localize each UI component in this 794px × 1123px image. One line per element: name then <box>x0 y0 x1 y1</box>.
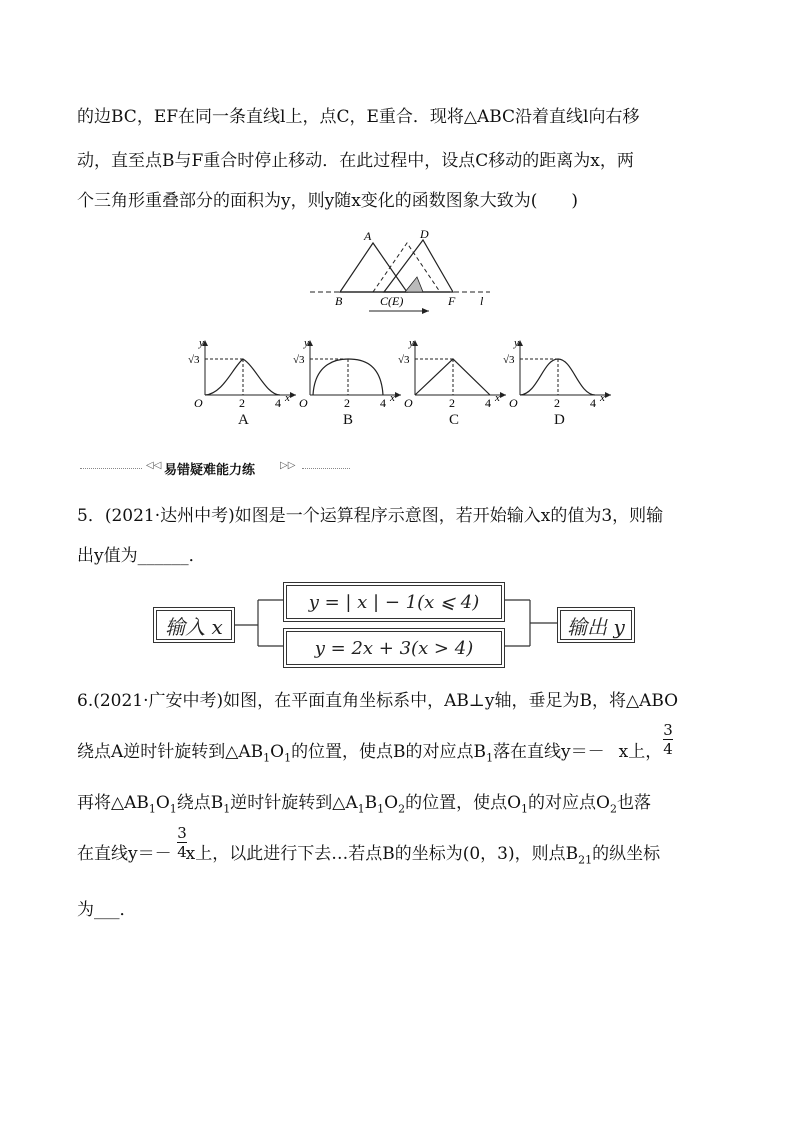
tick-4: 4 <box>590 396 596 409</box>
problem4-line3: 个三角形重叠部分的面积为y，则y随x变化的函数图象大致为( ) <box>77 191 579 211</box>
branch-bottom-box <box>283 628 505 668</box>
axis-y-label: y <box>199 337 204 349</box>
section-rule-left <box>80 468 142 469</box>
triangle-moving-dashed <box>373 243 440 292</box>
branch-top-box <box>283 582 505 622</box>
tick-2: 2 <box>344 396 350 409</box>
axis-x-label: x <box>600 392 605 404</box>
fraction-3-4-b: 3 4 <box>177 824 187 861</box>
axis-x-label: x <box>495 392 500 404</box>
origin-label: O <box>404 396 413 409</box>
problem5-line1: 5．(2021·达州中考)如图是一个运算程序示意图，若开始输入x的值为3，则输 <box>77 506 664 526</box>
arrow-left-icon: ◁◁ <box>146 460 162 471</box>
choice-d[interactable]: D <box>554 412 565 428</box>
section-header <box>80 459 350 479</box>
tick-sqrt3: √3 <box>398 354 410 366</box>
choice-c[interactable]: C <box>449 412 460 428</box>
origin-label: O <box>194 396 203 409</box>
axis-x-label: x <box>285 392 290 404</box>
label-f: F <box>448 294 456 308</box>
tick-sqrt3: √3 <box>188 354 200 366</box>
input-box <box>153 607 235 643</box>
triangle-abc <box>340 243 407 292</box>
label-l: l <box>480 294 484 308</box>
label-b: B <box>335 294 343 308</box>
choice-b[interactable]: B <box>343 412 354 428</box>
axis-y-label: y <box>514 337 519 349</box>
tick-2: 2 <box>239 396 245 409</box>
label-d: D <box>420 227 429 241</box>
axis-y-label: y <box>304 337 309 349</box>
graph-d <box>503 337 615 409</box>
section-title: 易错疑难能力练 <box>164 463 256 478</box>
fraction-3-4-a: 3 4 <box>663 721 673 758</box>
problem6-line1: 6.(2021·广安中考)如图，在平面直角坐标系中，AB⊥y轴，垂足为B，将△ABO <box>77 691 679 711</box>
section-rule-right <box>302 468 350 469</box>
problem6-line3: 再将$\triangle AB_1O_1$绕点$B_1$逆时针旋转到$\triangle A_1B_1O_2$的位置，使点$O_1$的对应点$O_2$也落 <box>77 793 651 816</box>
arrow-right-icon: ▷▷ <box>280 460 296 471</box>
branch-bottom-formula: y = 2x + 3(x > 4) <box>286 631 502 665</box>
input-box-label: 输入 x <box>156 610 232 640</box>
branch-top-formula: y = | x | − 1(x ⩽ 4) <box>286 585 502 619</box>
triangle-figure <box>305 225 495 320</box>
tick-4: 4 <box>380 396 386 409</box>
tick-4: 4 <box>275 396 281 409</box>
problem5-line2: 出y值为______． <box>77 546 206 566</box>
label-ce: C(E) <box>380 294 404 308</box>
problem6-line2: 绕点A逆时针旋转到$\triangle AB_1O_1$的位置，使点B的对应点$B_1$落在直线y＝－ x上， <box>77 742 663 765</box>
tick-4: 4 <box>485 396 491 409</box>
problem4-line2: 动，直至点B与F重合时停止移动．在此过程中，设点C移动的距离为x，两 <box>77 151 634 171</box>
origin-label: O <box>509 396 518 409</box>
tick-2: 2 <box>449 396 455 409</box>
problem4-line1: 的边BC，EF在同一条直线l上，点C，E重合．现将△ABC沿着直线l向右移 <box>77 107 640 127</box>
output-box <box>557 607 635 643</box>
problem6-line5: 为___． <box>77 900 137 920</box>
overlap-shaded <box>405 277 423 292</box>
origin-label: O <box>299 396 308 409</box>
graph-a <box>188 337 300 409</box>
axis-x-label: x <box>390 392 395 404</box>
tick-2: 2 <box>554 396 560 409</box>
label-a: A <box>364 229 372 243</box>
tick-sqrt3: √3 <box>503 354 515 366</box>
graph-c <box>398 337 510 409</box>
problem6-line4: 在直线y＝－ x上，以此进行下去…若点B的坐标为(0，3)，则点$B_{21}$的纵坐标 <box>77 844 661 867</box>
graph-b <box>293 337 405 409</box>
output-box-label: 输出 y <box>560 610 632 640</box>
axis-y-label: y <box>409 337 414 349</box>
tick-sqrt3: √3 <box>293 354 305 366</box>
choice-a[interactable]: A <box>238 412 249 428</box>
